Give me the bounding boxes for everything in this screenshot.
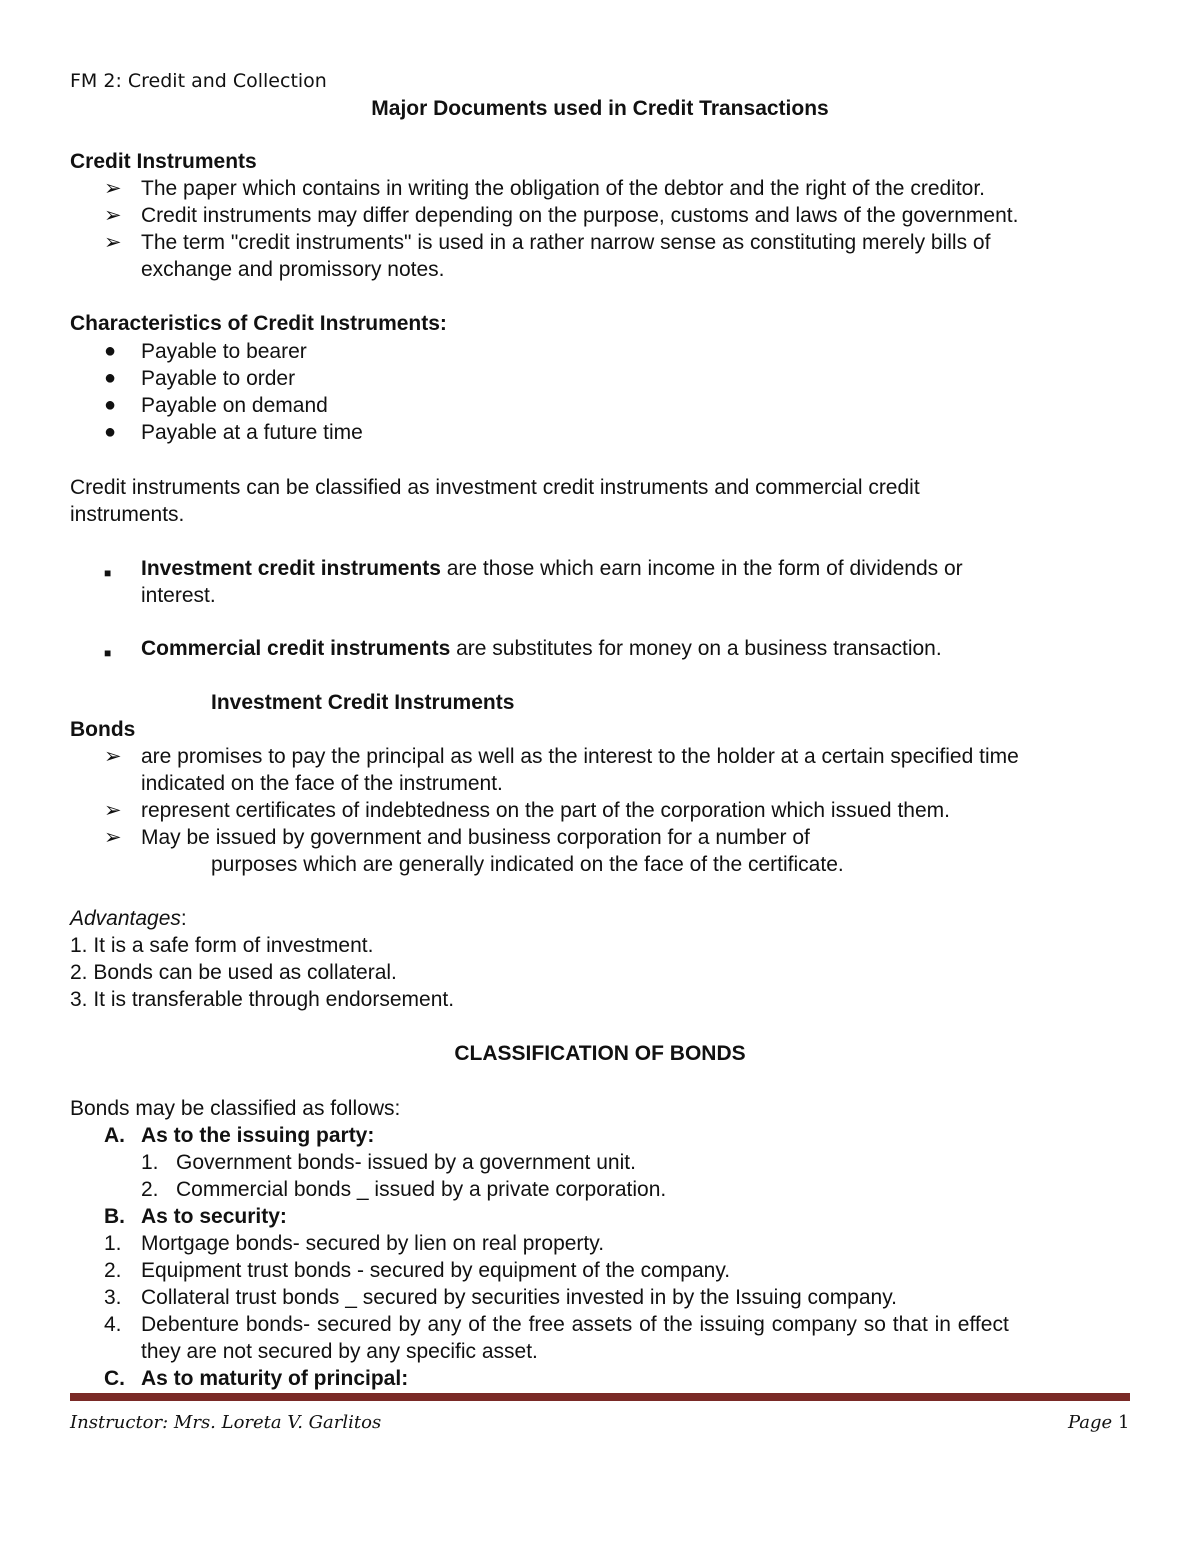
- arrow-bullet-icon: ➢: [104, 826, 122, 849]
- list-item: Equipment trust bonds - secured by equipment of the company.: [141, 1259, 731, 1282]
- footer-page: [1068, 1410, 1129, 1436]
- item-number: 2.: [141, 1178, 159, 1201]
- section-marker: A.: [104, 1124, 125, 1147]
- advantage-item: 1. It is a safe form of investment.: [70, 934, 374, 957]
- square-bullet-icon: ■: [104, 646, 112, 660]
- commercial-definition: [141, 635, 942, 662]
- list-item: May be issued by government and business corporation for a number of: [141, 826, 810, 849]
- arrow-bullet-icon: ➢: [104, 231, 122, 254]
- page-label: Page: [1068, 1412, 1113, 1433]
- investment-description: are those which earn income in the form of dividends or: [440, 557, 963, 580]
- investment-definition: [141, 555, 963, 582]
- credit-instruments-heading: Credit Instruments: [70, 150, 257, 173]
- characteristics-heading: Characteristics of Credit Instruments:: [70, 312, 447, 335]
- arrow-bullet-icon: ➢: [104, 745, 122, 768]
- list-item: Debenture bonds- secured by any of the free assets of the issuing company so that in effect: [141, 1313, 1009, 1336]
- commercial-description: are substitutes for money on a business transaction.: [450, 637, 942, 660]
- list-item: The term "credit instruments" is used in a rather narrow sense as constituting merely bills of: [141, 231, 991, 254]
- section-marker: C.: [104, 1367, 125, 1390]
- list-item: Government bonds- issued by a government unit.: [176, 1151, 636, 1174]
- bullet-dot-icon: ●: [104, 340, 117, 362]
- arrow-bullet-icon: ➢: [104, 204, 122, 227]
- list-item: are promises to pay the principal as well as the interest to the holder at a certain specified time: [141, 745, 1019, 768]
- list-item: Mortgage bonds- secured by lien on real property.: [141, 1232, 605, 1255]
- arrow-bullet-icon: ➢: [104, 177, 122, 200]
- list-item-continuation: indicated on the face of the instrument.: [141, 772, 503, 795]
- item-number: 4.: [104, 1313, 122, 1336]
- section-marker: B.: [104, 1205, 125, 1228]
- advantages-colon: :: [180, 907, 187, 930]
- section-label: As to maturity of principal:: [141, 1367, 409, 1390]
- list-item: Payable on demand: [141, 394, 328, 417]
- list-item: The paper which contains in writing the obligation of the debtor and the right of the creditor.: [141, 177, 986, 200]
- investment-definition-continuation: interest.: [141, 584, 216, 607]
- bullet-dot-icon: ●: [104, 421, 117, 443]
- item-number: 1.: [104, 1232, 122, 1255]
- section-label: As to the issuing party:: [141, 1124, 375, 1147]
- section-label: As to security:: [141, 1205, 287, 1228]
- list-item: Credit instruments may differ depending on the purpose, customs and laws of the government.: [141, 204, 1019, 227]
- list-item: Payable to bearer: [141, 340, 307, 363]
- item-number: 3.: [104, 1286, 122, 1309]
- advantages-heading: [70, 905, 187, 932]
- classification-intro-line-1: Credit instruments can be classified as investment credit instruments and commercial credit: [70, 476, 920, 499]
- item-number: 2.: [104, 1259, 122, 1282]
- advantage-item: 2. Bonds can be used as collateral.: [70, 961, 397, 984]
- page-number: 1: [1117, 1412, 1130, 1433]
- list-item: Payable at a future time: [141, 421, 363, 444]
- footer-instructor: Instructor: Mrs. Loreta V. Garlitos: [70, 1412, 382, 1433]
- square-bullet-icon: ■: [104, 566, 112, 580]
- list-item-continuation: exchange and promissory notes.: [141, 258, 445, 281]
- bonds-heading: Bonds: [70, 718, 136, 741]
- list-item: represent certificates of indebtedness on the part of the corporation which issued them.: [141, 799, 950, 822]
- list-item: Payable to order: [141, 367, 296, 390]
- classification-intro: Bonds may be classified as follows:: [70, 1097, 401, 1120]
- classification-heading: CLASSIFICATION OF BONDS: [454, 1042, 746, 1065]
- arrow-bullet-icon: ➢: [104, 799, 122, 822]
- course-header: FM 2: Credit and Collection: [70, 70, 327, 92]
- page-title: Major Documents used in Credit Transactions: [371, 97, 829, 120]
- classification-intro-line-2: instruments.: [70, 503, 185, 526]
- commercial-term: Commercial credit instruments: [141, 637, 451, 660]
- footer-divider: [70, 1393, 1130, 1401]
- bullet-dot-icon: ●: [104, 394, 117, 416]
- item-number: 1.: [141, 1151, 159, 1174]
- investment-term: Investment credit instruments: [141, 557, 441, 580]
- list-item: Collateral trust bonds _ secured by securities invested in by the Issuing company.: [141, 1286, 897, 1309]
- list-item-continuation: purposes which are generally indicated on the face of the certificate.: [211, 853, 844, 876]
- advantage-item: 3. It is transferable through endorsement.: [70, 988, 455, 1011]
- list-item: Commercial bonds _ issued by a private corporation.: [176, 1178, 667, 1201]
- bullet-dot-icon: ●: [104, 367, 117, 389]
- list-item-continuation: they are not secured by any specific asset.: [141, 1340, 538, 1363]
- investment-section-heading: Investment Credit Instruments: [211, 691, 515, 714]
- advantages-label: Advantages: [70, 907, 181, 930]
